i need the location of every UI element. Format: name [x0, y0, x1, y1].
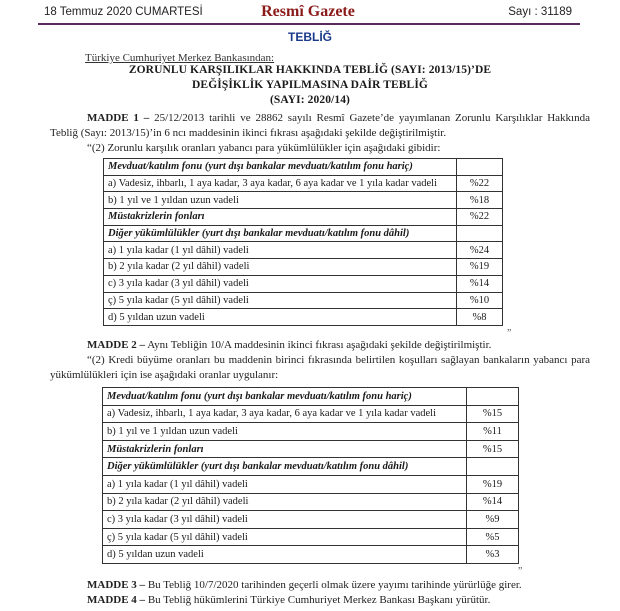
table-row [103, 493, 519, 511]
row-label: ç) 5 yıla kadar (5 yıl dâhil) vadeli [103, 528, 467, 546]
row-rate: %5 [467, 528, 519, 546]
row-label: ç) 5 yıla kadar (5 yıl dâhil) vadeli [104, 292, 457, 309]
table-row [104, 192, 503, 209]
document-title-line-3: (SAYI: 2020/14) [270, 94, 350, 106]
row-label: a) Vadesiz, ihbarlı, 1 aya kadar, 3 aya kadar, 6 aya kadar ve 1 yıla kadar vadeli [104, 175, 457, 192]
row-label: Mevduat/katılım fonu (yurt dışı bankalar mevduatı/katılım fonu hariç) [104, 159, 457, 176]
table-group-header-row [104, 209, 503, 226]
row-rate: %22 [457, 175, 503, 192]
table-row [103, 475, 519, 493]
row-label: b) 2 yıla kadar (2 yıl dâhil) vadeli [104, 259, 457, 276]
table-row [103, 423, 519, 441]
row-rate: %14 [457, 275, 503, 292]
table-row [104, 259, 503, 276]
row-rate: %24 [457, 242, 503, 259]
row-rate: %10 [457, 292, 503, 309]
table-row [103, 528, 519, 546]
row-rate [457, 159, 503, 176]
table-group-header-row [103, 458, 519, 476]
row-rate: %15 [467, 440, 519, 458]
row-rate: %11 [467, 423, 519, 441]
row-label: a) 1 yıla kadar (1 yıl dâhil) vadeli [104, 242, 457, 259]
article-3 [87, 578, 522, 593]
closing-quote-1: ” [507, 328, 512, 339]
header-divider [38, 23, 580, 25]
row-label: b) 1 yıl ve 1 yıldan uzun vadeli [104, 192, 457, 209]
row-rate: %3 [467, 546, 519, 564]
row-label: Diğer yükümlülükler (yurt dışı bankalar mevduatı/katılım fonu dâhil) [103, 458, 467, 476]
row-rate: %15 [467, 405, 519, 423]
row-rate [467, 458, 519, 476]
row-label: Diğer yükümlülükler (yurt dışı bankalar mevduatı/katılım fonu dâhil) [104, 225, 457, 242]
table-row [104, 242, 503, 259]
issue-date: 18 Temmuz 2020 CUMARTESİ [44, 6, 203, 18]
reserve-ratio-table-2 [102, 387, 519, 564]
article-2-text: Aynı Tebliğin 10/A maddesinin ikinci fıkrası aşağıdaki şekilde değiştirilmiştir. [145, 339, 492, 351]
row-label: d) 5 yıldan uzun vadeli [103, 546, 467, 564]
gazette-title: Resmî Gazete [261, 3, 355, 20]
row-rate: %18 [457, 192, 503, 209]
article-1-label: MADDE 1 – [87, 112, 150, 124]
row-rate [467, 388, 519, 406]
row-rate: %8 [457, 309, 503, 326]
table-row [103, 546, 519, 564]
article-4 [87, 593, 490, 608]
table-row [103, 511, 519, 529]
row-rate: %9 [467, 511, 519, 529]
article-3-label: MADDE 3 – [87, 579, 146, 591]
row-label: d) 5 yıldan uzun vadeli [104, 309, 457, 326]
section-title: TEBLİĞ [288, 30, 332, 44]
gazette-header [38, 0, 578, 24]
document-title-line-1: ZORUNLU KARŞILIKLAR HAKKINDA TEBLİĞ (SAYI: 2013/15)’DE [128, 64, 492, 76]
row-label: Müstakrizlerin fonları [104, 209, 457, 226]
issue-number: Sayı : 31189 [508, 6, 572, 18]
document-title-line-2: DEĞİŞİKLİK YAPILMASINA DAİR TEBLİĞ [192, 79, 428, 91]
row-label: a) Vadesiz, ihbarlı, 1 aya kadar, 3 aya kadar, 6 aya kadar ve 1 yıla kadar vadeli [103, 405, 467, 423]
closing-quote-2: ” [518, 566, 523, 577]
row-label: a) 1 yıla kadar (1 yıl dâhil) vadeli [103, 475, 467, 493]
article-2-label: MADDE 2 – [87, 339, 146, 351]
row-label: c) 3 yıla kadar (3 yıl dâhil) vadeli [103, 511, 467, 529]
table-row [104, 292, 503, 309]
reserve-ratio-table-1 [103, 158, 503, 326]
article-2 [50, 338, 590, 353]
article-3-text: Bu Tebliğ 10/7/2020 tarihinden geçerli olmak üzere yayımı tarihinde yürürlüğe girer. [145, 579, 522, 591]
table-group-header-row [103, 388, 519, 406]
row-rate: %19 [467, 475, 519, 493]
row-rate: %22 [457, 209, 503, 226]
table-group-header-row [104, 159, 503, 176]
row-label: Mevduat/katılım fonu (yurt dışı bankalar mevduatı/katılım fonu hariç) [103, 388, 467, 406]
article-1 [50, 111, 590, 141]
article-4-text: Bu Tebliğ hükümlerini Türkiye Cumhuriyet Merkez Bankası Başkanı yürütür. [145, 594, 491, 606]
table-row [104, 275, 503, 292]
row-label: c) 3 yıla kadar (3 yıl dâhil) vadeli [104, 275, 457, 292]
row-label: Müstakrizlerin fonları [103, 440, 467, 458]
row-label: b) 2 yıla kadar (2 yıl dâhil) vadeli [103, 493, 467, 511]
article-4-label: MADDE 4 – [87, 594, 146, 606]
row-label: b) 1 yıl ve 1 yıldan uzun vadeli [103, 423, 467, 441]
row-rate: %19 [457, 259, 503, 276]
row-rate [457, 225, 503, 242]
table-group-header-row [103, 440, 519, 458]
article-1-text: 25/12/2013 tarihli ve 28862 sayılı Resmî Gazete’de yayımlanan Zorunlu Karşılıklar Hakkında Tebliğ (Sayı: 2013/15)’in 6 ncı maddesinin ikinci fıkrası aşağıdaki şekilde değiştirilmiştir. [50, 112, 590, 139]
table-row [104, 175, 503, 192]
issuer: Türkiye Cumhuriyet Merkez Bankasından: [85, 52, 275, 64]
article-2-quote-intro: “(2) Kredi büyüme oranları bu maddenin birinci fıkrasında belirtilen koşulları sağlayan bankaların yabancı para yükümlülükleri için ise aşağıdaki oranlar uygulanır: [50, 354, 590, 381]
table-row [103, 405, 519, 423]
row-rate: %14 [467, 493, 519, 511]
article-1-quote-intro: “(2) Zorunlu karşılık oranları yabancı para yükümlülükler için aşağıdaki gibidir: [87, 142, 441, 154]
table-group-header-row [104, 225, 503, 242]
table-row [104, 309, 503, 326]
